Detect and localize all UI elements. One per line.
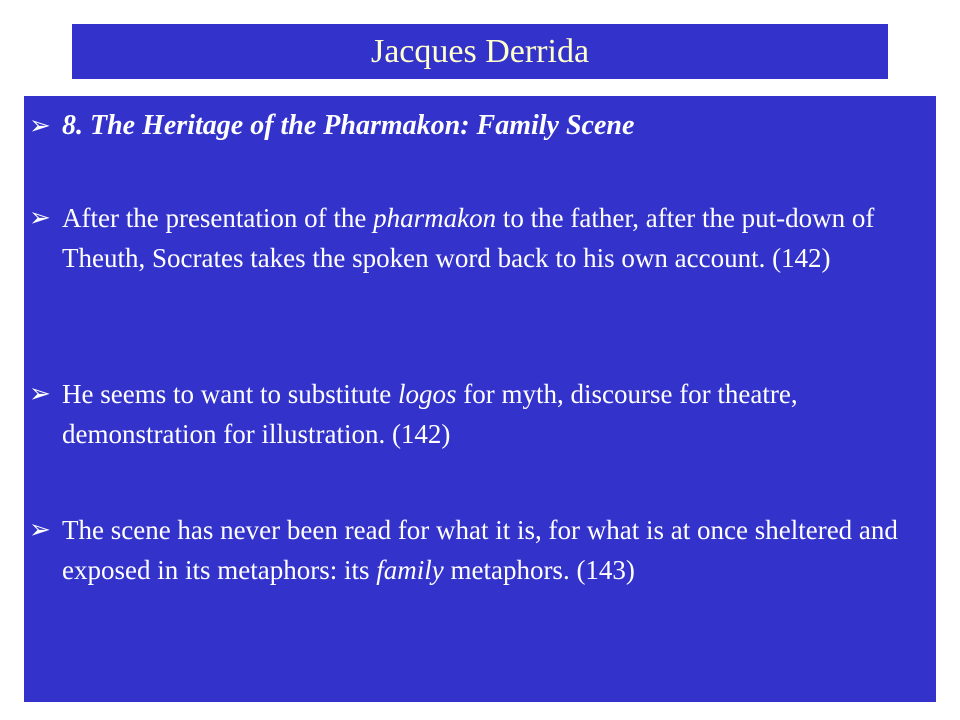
section-heading: 8. The Heritage of the Pharmakon: Family Scene [62,110,635,141]
arrow-bullet-icon: ➢ [29,111,51,141]
text-segment: to the father, after the put-down of Theuth, Socrates takes the spoken word back to his own account. (142) [62,203,875,273]
text-segment-italic: logos [397,379,457,409]
arrow-bullet-icon: ➢ [29,515,51,545]
text-segment: The scene has never been read for what it is, for what is at once sheltered and exposed in its metaphors: its [62,515,898,585]
text-segment-italic: family [376,555,444,585]
content-panel [24,96,936,702]
text-segment: for myth, discourse for theatre, demonstration for illustration. (142) [62,379,798,449]
bullet-text [62,510,924,590]
arrow-bullet-icon: ➢ [29,379,51,409]
text-segment: metaphors. (143) [443,555,635,585]
arrow-bullet-icon: ➢ [29,203,51,233]
bullet-text [62,374,924,454]
text-segment: He seems to want to substitute [62,379,398,409]
bullet-text [62,198,924,278]
title-bar [72,24,888,79]
slide-title: Jacques Derrida [370,32,590,70]
text-segment: After the presentation of the [62,203,374,233]
text-segment-italic: pharmakon [373,203,497,233]
